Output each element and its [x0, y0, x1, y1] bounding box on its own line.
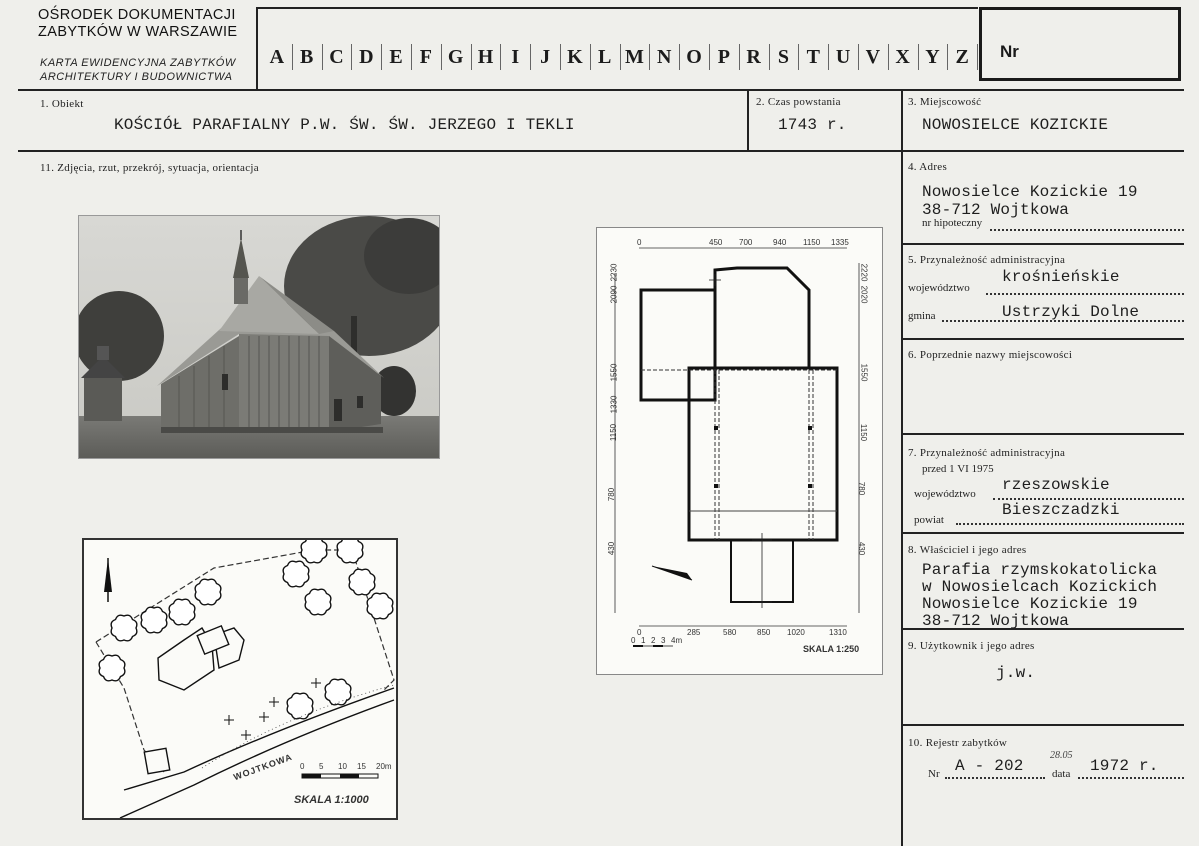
field-adres-line-2: 38-712 Wojtkowa: [922, 201, 1070, 219]
field-powiat-label: powiat: [914, 514, 944, 526]
plan-tick-label: 2020: [859, 285, 869, 304]
header-divider: [18, 89, 1184, 91]
plan-tick-label: 1310: [829, 628, 847, 637]
col-divider-1: [747, 89, 749, 150]
field-adres-hipoteczny: nr hipoteczny: [922, 217, 983, 229]
field-gmina-label: gmina: [908, 310, 936, 322]
floor-plan: [596, 227, 883, 675]
field-rejestr-data-label: data: [1052, 768, 1071, 780]
right-divider-4: [903, 243, 1184, 245]
card-type-line-2: ARCHITEKTURY I BUDOWNICTWA: [40, 71, 233, 83]
tree-symbol: [367, 593, 393, 619]
field-rejestr-data-note: 28.05: [1050, 750, 1073, 761]
letter-separator: [769, 44, 770, 70]
field-zdjecia-label: 11. Zdjęcia, rzut, przekrój, sytuacja, orientacja: [40, 162, 259, 174]
letter-separator: [500, 44, 501, 70]
plan-tick-label: 1550: [859, 363, 869, 382]
plan-tick-label: 430: [607, 541, 617, 556]
right-divider-5: [903, 338, 1184, 340]
plan-tick-label: 580: [723, 628, 737, 637]
church-photograph: [78, 215, 440, 459]
letter-separator: [351, 44, 352, 70]
category-letter: A: [269, 46, 285, 68]
plan-tick-label: 1335: [831, 238, 849, 247]
letter-separator: [739, 44, 740, 70]
right-divider-7: [903, 532, 1184, 534]
site-plan: [82, 538, 398, 820]
site-scale-number: 10: [338, 762, 347, 771]
category-letter: L: [597, 46, 612, 68]
category-letter: D: [359, 46, 374, 68]
plan-tick-label: 780: [857, 481, 867, 496]
letter-separator: [798, 44, 799, 70]
letter-separator: [888, 44, 889, 70]
field-przed-date: przed 1 VI 1975: [922, 463, 994, 475]
plan-tick-label: 1550: [609, 363, 619, 382]
category-letter: B: [300, 46, 314, 68]
letter-separator: [947, 44, 948, 70]
plan-tick-label: 0: [637, 238, 642, 247]
field-rejestr-data-value: 1972 r.: [1090, 757, 1159, 775]
field-woj-value: krośnieńskie: [1002, 268, 1120, 286]
field-czas-value: 1743 r.: [778, 116, 847, 134]
field-miejscowosc-label: 3. Miejscowość: [908, 96, 982, 108]
letter-separator: [530, 44, 531, 70]
plan-tick-label: 1150: [859, 423, 869, 442]
rejestr-data-dotted-line: [1078, 777, 1184, 779]
field-wlasciciel-line-1: Parafia rzymskokatolicka: [922, 561, 1158, 579]
field-rejestr-label: 10. Rejestr zabytków: [908, 737, 1008, 749]
plan-tick-label: 850: [757, 628, 771, 637]
plan-tick-label: 780: [607, 487, 617, 502]
tree-symbol: [141, 607, 167, 633]
category-letter: O: [686, 46, 702, 68]
tree-symbol: [287, 693, 313, 719]
field-poprzednie-label: 6. Poprzednie nazwy miejscowości: [908, 349, 1073, 361]
field-przed-woj-label: województwo: [914, 488, 976, 500]
plan-tick-label: 2090: [609, 285, 619, 304]
woj-dotted-line: [986, 293, 1184, 295]
tree-symbol: [301, 540, 327, 563]
tree-symbol: [111, 615, 137, 641]
category-letter: K: [567, 46, 583, 68]
letter-separator: [322, 44, 323, 70]
field-adres-label: 4. Adres: [908, 161, 948, 173]
plan-tick-label: 2230: [609, 263, 619, 282]
letter-separator: [590, 44, 591, 70]
plan-tick-label: 700: [739, 238, 753, 247]
category-letter: V: [865, 46, 881, 68]
header-top-line: [256, 7, 978, 9]
category-letter: P: [717, 46, 730, 68]
field-wlasciciel-line-3: Nowosielce Kozickie 19: [922, 595, 1138, 613]
letter-separator: [709, 44, 710, 70]
letter-separator: [292, 44, 293, 70]
institution-line-2: ZABYTKÓW W WARSZAWIE: [38, 24, 238, 40]
letter-separator: [828, 44, 829, 70]
category-letter: M: [625, 46, 644, 68]
field-adres-line-1: Nowosielce Kozickie 19: [922, 183, 1138, 201]
field-uzytkownik-label: 9. Użytkownik i jego adres: [908, 640, 1035, 652]
header-col-divider: [256, 7, 258, 89]
plan-tick-label: 450: [709, 238, 723, 247]
plan-scale-label: SKALA 1:250: [803, 644, 860, 654]
tree-symbol: [349, 569, 375, 595]
tree-symbol: [283, 561, 309, 587]
category-letter: R: [746, 46, 761, 68]
plan-tick-label: 3: [661, 636, 666, 645]
site-scale-label: SKALA 1:1000: [294, 794, 369, 806]
card-type: [40, 56, 236, 84]
tree-symbol: [169, 599, 195, 625]
adres-dotted-line: [990, 229, 1184, 231]
plan-tick-label: 0: [631, 636, 636, 645]
category-letter: U: [835, 46, 851, 68]
letter-separator: [471, 44, 472, 70]
letter-separator: [441, 44, 442, 70]
field-przynaleznosc-label: 5. Przynależność administracyjna: [908, 254, 1066, 266]
category-letter: I: [511, 46, 520, 68]
field-wlasciciel-line-4: 38-712 Wojtkowa: [922, 612, 1070, 630]
site-scale-number: 15: [357, 762, 366, 771]
right-divider-9: [903, 724, 1184, 726]
letter-separator: [620, 44, 621, 70]
letter-separator: [411, 44, 412, 70]
card-type-line-1: KARTA EWIDENCYJNA ZABYTKÓW: [40, 57, 236, 69]
field-obiekt-label: 1. Obiekt: [40, 98, 84, 110]
site-scale-number: 5: [319, 762, 324, 771]
plan-tick-label: 1330: [609, 395, 619, 414]
tree-symbol: [195, 579, 221, 605]
letter-separator: [560, 44, 561, 70]
category-letter: X: [895, 46, 910, 68]
field-przed-label: 7. Przynależność administracyjna: [908, 447, 1066, 459]
gmina-dotted-line: [942, 320, 1184, 322]
field-rejestr-nr-label: Nr: [928, 768, 940, 780]
plan-tick-label: 0: [637, 628, 642, 637]
category-letter: J: [540, 46, 551, 68]
field-gmina-value: Ustrzyki Dolne: [1002, 303, 1140, 321]
plan-tick-label: 1150: [609, 423, 619, 442]
plan-tick-label: 1: [641, 636, 646, 645]
plan-tick-label: 285: [687, 628, 701, 637]
letter-separator: [649, 44, 650, 70]
right-divider-6: [903, 433, 1184, 435]
institution-line-1: OŚRODEK DOKUMENTACJI: [38, 7, 236, 23]
category-letter: G: [447, 46, 464, 68]
site-scale-number: 0: [300, 762, 305, 771]
field-wlasciciel-line-2: w Nowosielcach Kozickich: [922, 578, 1158, 596]
category-letter: T: [806, 46, 820, 68]
site-scale-number: 20m: [376, 762, 392, 771]
field-woj-label: województwo: [908, 282, 970, 294]
field-obiekt-value: KOŚCIÓŁ PARAFIALNY P.W. ŚW. ŚW. JERZEGO I TEKLI: [114, 116, 575, 134]
letter-separator: [918, 44, 919, 70]
tree-symbol: [99, 655, 125, 681]
category-letter: Y: [925, 46, 940, 68]
category-letter: C: [329, 46, 344, 68]
plan-tick-label: 2: [651, 636, 656, 645]
plan-tick-label: 4m: [671, 636, 683, 645]
field-miejscowosc-value: NOWOSIELCE KOZICKIE: [922, 116, 1109, 134]
plan-tick-label: 430: [857, 541, 867, 556]
category-letter: H: [477, 46, 494, 68]
category-letter: S: [777, 46, 789, 68]
row1-divider: [18, 150, 1184, 152]
letter-separator: [858, 44, 859, 70]
rejestr-nr-dotted-line: [945, 777, 1045, 779]
letter-separator: [977, 44, 978, 70]
field-czas-label: 2. Czas powstania: [756, 96, 841, 108]
number-label: Nr: [1000, 42, 1019, 61]
field-przed-woj-value: rzeszowskie: [1002, 476, 1110, 494]
plan-tick-label: 2220: [859, 263, 869, 282]
category-letter: F: [419, 46, 432, 68]
letter-separator: [381, 44, 382, 70]
tree-symbol: [337, 540, 363, 563]
plan-tick-label: 1020: [787, 628, 805, 637]
institution-name: [38, 7, 237, 41]
field-wlasciciel-label: 8. Właściciel i jego adres: [908, 544, 1027, 556]
letter-separator: [679, 44, 680, 70]
category-letter: N: [657, 46, 672, 68]
field-rejestr-nr-value: A - 202: [955, 757, 1024, 775]
powiat-dotted-line: [956, 523, 1184, 525]
plan-tick-label: 940: [773, 238, 787, 247]
col-divider-2: [901, 89, 903, 846]
field-uzytkownik-value: j.w.: [996, 664, 1036, 682]
field-powiat-value: Bieszczadzki: [1002, 501, 1120, 519]
category-letter: Z: [955, 46, 969, 68]
tree-symbol: [325, 679, 351, 705]
tree-symbol: [305, 589, 331, 615]
plan-tick-label: 1150: [803, 238, 821, 247]
site-street-label: WOJTKOWA: [232, 751, 294, 783]
category-letter: E: [389, 46, 403, 68]
przed-woj-dotted-line: [993, 498, 1184, 500]
